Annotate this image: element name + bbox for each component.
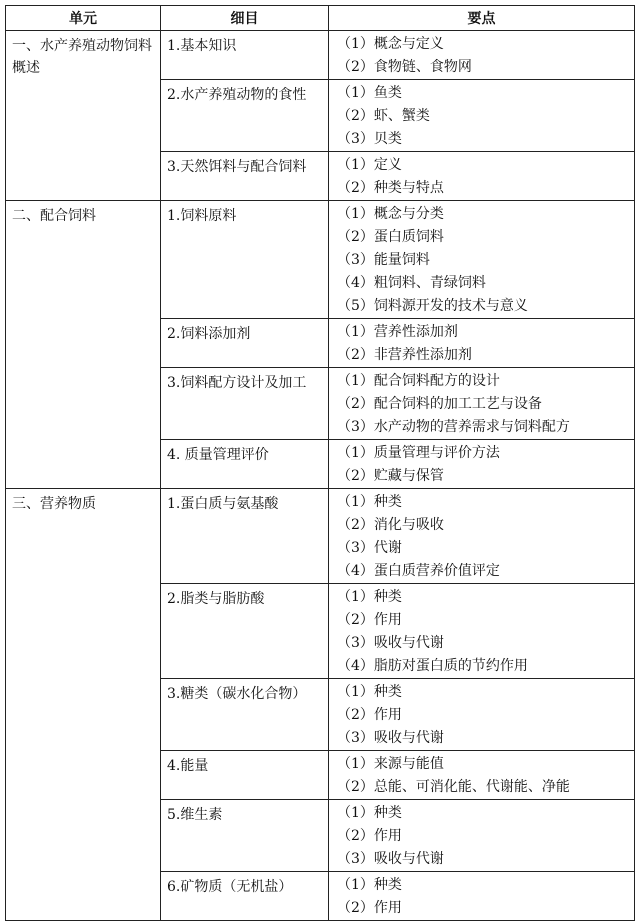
points-list: [329, 31, 634, 79]
item-name: 1.蛋白质与氨基酸: [167, 496, 279, 512]
point-item: （1）概念与定义: [337, 36, 444, 52]
point-item: （2）食物链、食物网: [337, 59, 472, 75]
item-name: 5.维生素: [167, 807, 223, 823]
point-item: （1）种类: [337, 589, 402, 605]
point-item: （1）来源与能值: [337, 756, 444, 772]
points-list: [329, 201, 634, 318]
points-list: [329, 872, 634, 920]
header-points: 要点: [329, 6, 635, 31]
point-item: （2）总能、可消化能、代谢能、净能: [337, 779, 570, 795]
points-list: [329, 319, 634, 367]
header-item: 细目: [161, 6, 329, 31]
point-item: （4）蛋白质营养价值评定: [337, 563, 500, 579]
point-item: （3）吸收与代谢: [337, 730, 444, 746]
point-item: （1）质量管理与评价方法: [337, 445, 500, 461]
points-cell: [329, 201, 635, 319]
point-item: （3）贝类: [337, 131, 402, 147]
points-cell: [329, 872, 635, 921]
item-cell: [161, 679, 329, 751]
unit-cell: [6, 489, 161, 921]
points-list: [329, 679, 634, 750]
point-item: （2）作用: [337, 612, 402, 628]
item-name: 2.脂类与脂肪酸: [167, 591, 265, 607]
item-name: 1.基本知识: [167, 38, 237, 54]
point-item: （2）蛋白质饲料: [337, 229, 444, 245]
table-row: [6, 201, 635, 319]
point-item: （2）作用: [337, 900, 402, 916]
points-list: [329, 80, 634, 151]
table-row: [6, 31, 635, 80]
header-row: [6, 6, 635, 31]
point-item: （1）配合饲料配方的设计: [337, 373, 500, 389]
point-item: （5）饲料源开发的技术与意义: [337, 298, 528, 314]
points-list: [329, 152, 634, 200]
unit-title: 三、营养物质: [12, 496, 96, 512]
item-name: 2.饲料添加剂: [167, 326, 251, 342]
point-item: （3）水产动物的营养需求与饲料配方: [337, 419, 570, 435]
point-item: （1）种类: [337, 684, 402, 700]
point-item: （2）作用: [337, 828, 402, 844]
item-name: 1.饲料原料: [167, 208, 237, 224]
points-cell: [329, 152, 635, 201]
item-name: 4. 质量管理评价: [167, 447, 269, 463]
points-cell: [329, 489, 635, 584]
item-cell: [161, 489, 329, 584]
point-item: （2）配合饲料的加工工艺与设备: [337, 396, 542, 412]
points-cell: [329, 800, 635, 872]
item-cell: [161, 31, 329, 80]
item-cell: [161, 584, 329, 679]
points-cell: [329, 679, 635, 751]
syllabus-table: [5, 5, 635, 921]
point-item: （2）虾、蟹类: [337, 108, 430, 124]
point-item: （2）作用: [337, 707, 402, 723]
points-cell: [329, 751, 635, 800]
unit-cell: [6, 201, 161, 489]
item-name: 3.糖类（碳水化合物）: [167, 686, 307, 702]
item-cell: [161, 201, 329, 319]
unit-cell: [6, 31, 161, 201]
item-name: 2.水产养殖动物的食性: [167, 87, 307, 103]
points-cell: [329, 440, 635, 489]
points-list: [329, 751, 634, 799]
item-cell: [161, 751, 329, 800]
point-item: （2）消化与吸收: [337, 517, 444, 533]
point-item: （3）代谢: [337, 540, 402, 556]
point-item: （1）种类: [337, 805, 402, 821]
points-cell: [329, 80, 635, 152]
item-cell: [161, 440, 329, 489]
unit-title: 二、配合饲料: [12, 208, 96, 224]
point-item: （1）营养性添加剂: [337, 324, 458, 340]
point-item: （1）定义: [337, 157, 402, 173]
table-body: [6, 31, 635, 921]
points-cell: [329, 31, 635, 80]
points-cell: [329, 584, 635, 679]
point-item: （1）种类: [337, 494, 402, 510]
item-name: 4.能量: [167, 758, 209, 774]
point-item: （3）吸收与代谢: [337, 635, 444, 651]
point-item: （1）概念与分类: [337, 206, 444, 222]
point-item: （2）贮藏与保管: [337, 468, 444, 484]
points-list: [329, 800, 634, 871]
item-name: 3.天然饵料与配合饲料: [167, 159, 307, 175]
point-item: （2）非营养性添加剂: [337, 347, 472, 363]
points-list: [329, 584, 634, 678]
points-cell: [329, 368, 635, 440]
item-cell: [161, 368, 329, 440]
point-item: （1）鱼类: [337, 85, 402, 101]
table-row: [6, 489, 635, 584]
unit-title: 一、水产养殖动物饲料概述: [12, 38, 152, 76]
point-item: （1）种类: [337, 877, 402, 893]
item-cell: [161, 152, 329, 201]
point-item: （4）粗饲料、青绿饲料: [337, 275, 486, 291]
item-cell: [161, 80, 329, 152]
point-item: （3）能量饲料: [337, 252, 430, 268]
item-cell: [161, 319, 329, 368]
item-cell: [161, 872, 329, 921]
points-list: [329, 440, 634, 488]
points-list: [329, 368, 634, 439]
item-name: 6.矿物质（无机盐）: [167, 879, 293, 895]
item-cell: [161, 800, 329, 872]
point-item: （2）种类与特点: [337, 180, 444, 196]
points-list: [329, 489, 634, 583]
point-item: （4）脂肪对蛋白质的节约作用: [337, 658, 528, 674]
item-name: 3.饲料配方设计及加工: [167, 375, 307, 391]
points-cell: [329, 319, 635, 368]
point-item: （3）吸收与代谢: [337, 851, 444, 867]
header-unit: 单元: [6, 6, 161, 31]
